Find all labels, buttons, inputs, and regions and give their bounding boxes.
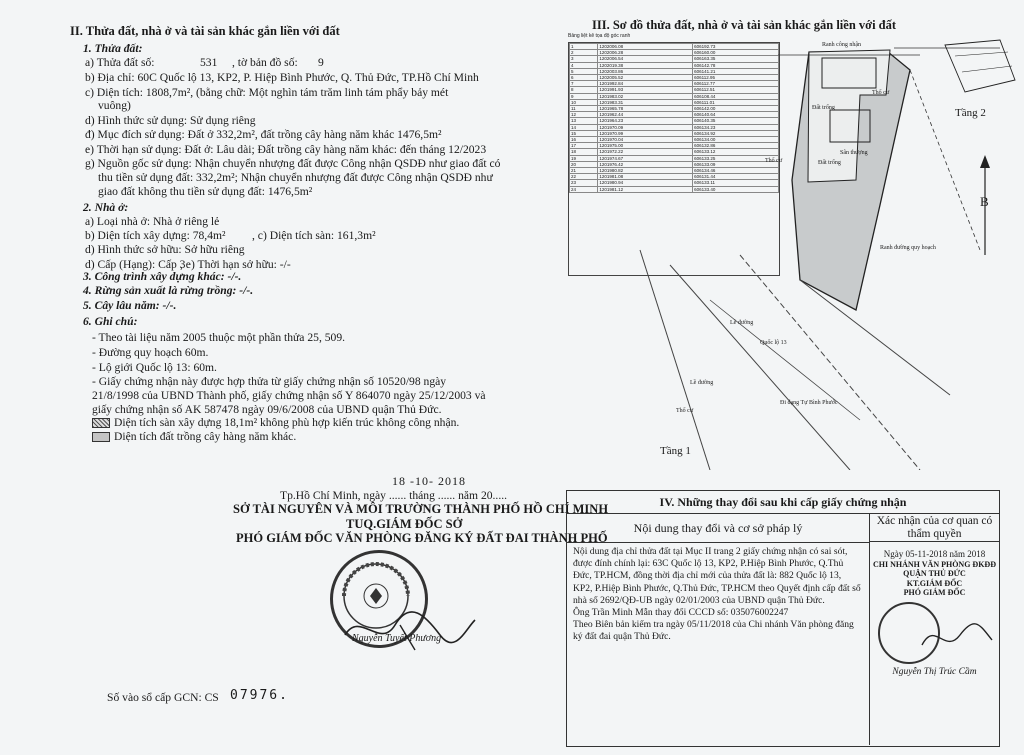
confirm-office: CHI NHÁNH VĂN PHÒNG ĐKĐĐ (873, 559, 996, 569)
map-label-le-duong-2: Lề đường (690, 380, 714, 386)
confirm-seal-area (870, 598, 999, 668)
map-label-san-thuong: Sân thượng (840, 150, 868, 156)
coord-cell: 606142.00 (693, 106, 779, 112)
changes-confirm-column (870, 514, 999, 745)
address-line: b) Địa chỉ: 60C Quốc lộ 13, KP2, P. Hiệp Bình Phước, Q. Thủ Đức, TP.Hồ Chí Minh (85, 71, 479, 84)
coord-cell: 1201974.67 (598, 155, 693, 161)
change-paragraph-3: Theo Biên bản kiểm tra ngày 05/11/2018 của Chi nhánh Văn phòng đăng ký đất đai quận Thủ Đức. (573, 619, 854, 643)
coord-cell: 1201962.44 (598, 112, 693, 118)
changes-header: IV. Những thay đổi sau khi cấp giấy chứng nhận (567, 491, 999, 514)
map-label-le-duong: Lề đường (730, 320, 754, 326)
coord-cell: 606142.78 (693, 62, 779, 68)
use-form-line: d) Hình thức sử dụng: Sử dụng riêng (85, 114, 256, 127)
notes-header: 6. Ghi chú: (83, 315, 138, 328)
section-iii-title: III. Sơ đồ thửa đất, nhà ở và tài sản khác gắn liền với đất (592, 18, 897, 32)
note-2: - Đường quy hoạch 60m. (92, 346, 209, 359)
map-sheet-label: , tờ bản đồ số: (232, 56, 298, 69)
floor-2-label: Tầng 2 (955, 107, 986, 119)
book-number-label: Số vào sổ cấp GCN: CS (107, 691, 219, 704)
coord-cell: 7 (570, 81, 598, 87)
coord-cell: 1201980.94 (598, 180, 693, 186)
coord-cell: 606132.86 (693, 143, 779, 149)
perennial-trees-line: 5. Cây lâu năm: -/-. (83, 299, 177, 312)
coord-cell: 606134.46 (693, 168, 779, 174)
coord-cell: 2 (570, 50, 598, 56)
coord-cell: 606134.00 (693, 137, 779, 143)
confirm-deputy: PHÓ GIÁM ĐỐC (903, 588, 966, 597)
map-label-tho-cu-3: Thổ cư (676, 408, 694, 414)
confirm-signature (920, 620, 995, 660)
coord-cell: 1201980.82 (598, 168, 693, 174)
coord-cell: 606133.12 (693, 149, 779, 155)
signer-name: Nguyễn Tuyết Phương (352, 633, 442, 644)
house-built-area: b) Diện tích xây dựng: 78,4m² (85, 229, 226, 242)
legend-shaded (92, 430, 296, 444)
coord-cell: 19 (570, 155, 598, 161)
coord-cell: 1202006.28 (598, 50, 693, 56)
book-number-value: 07976. (230, 688, 289, 703)
house-ownership: d) Hình thức sở hữu: Sở hữu riêng (85, 243, 245, 256)
coord-cell: 1202006.54 (598, 56, 693, 62)
confirm-kt: KT.GIÁM ĐỐC (906, 578, 963, 588)
house-floor-area: , c) Diện tích sàn: 161,3m² (252, 229, 376, 242)
coord-cell: 606141.21 (693, 68, 779, 74)
section-ii-title: II. Thửa đất, nhà ở và tài sản khác gắn liền với đất (70, 24, 340, 38)
coord-cell: 14 (570, 124, 598, 130)
other-works-line: 3. Công trình xây dựng khác: -/-. (83, 270, 242, 283)
coord-cell: 606134.92 (693, 130, 779, 136)
coord-cell: 606111.01 (693, 99, 779, 105)
confirm-signer: Nguyễn Thị Trúc Cầm (892, 666, 977, 677)
changes-content-column (567, 514, 870, 745)
changes-body (567, 543, 869, 647)
coord-cell: 606131.44 (693, 174, 779, 180)
coord-cell: 21 (570, 168, 598, 174)
map-label-ranh: Ranh công nhận (822, 42, 861, 48)
coord-cell: 11 (570, 106, 598, 112)
city-date-line: Tp.Hồ Chí Minh, ngày ...... tháng ...... năm 20..... (280, 489, 508, 502)
coord-cell: 1201981.12 (598, 186, 693, 192)
house-type-line: a) Loại nhà ở: Nhà ở riêng lẻ (85, 215, 220, 228)
coord-cell: 18 (570, 149, 598, 155)
area-line-2: vuông) (98, 99, 131, 112)
note-4b: 21/8/1998 của UBND Thành phố, giấy chứng nhận số Y 864070 ngày 25/12/2003 và (92, 389, 486, 402)
coord-cell: 12 (570, 112, 598, 118)
coord-cell: 1201972.22 (598, 149, 693, 155)
coord-cell: 606112.95 (693, 75, 779, 81)
coord-cell: 20 (570, 161, 598, 167)
coord-cell: 5 (570, 68, 598, 74)
note-3: - Lộ giới Quốc lộ 13: 60m. (92, 361, 217, 374)
area-line: c) Diện tích: 1808,7m², (bằng chữ: Một nghìn tám trăm linh tám phẩy bảy mét (85, 86, 449, 99)
coord-cell: 606112.77 (693, 81, 779, 87)
coord-cell: 1201983.31 (598, 99, 693, 105)
coord-cell: 1201976.42 (598, 161, 693, 167)
hatch-legend-icon (92, 418, 110, 428)
shaded-legend-icon (92, 432, 110, 442)
legend-hatched (92, 416, 459, 430)
note-4a: - Giấy chứng nhận này được hợp thửa từ giấy chứng nhận số 10520/98 ngày (92, 375, 447, 388)
coord-cell: 1202003.86 (598, 68, 693, 74)
coord-cell: 1201991.93 (598, 87, 693, 93)
house-grade: d) Cấp (Hạng): Cấp 3 (85, 258, 186, 271)
coord-cell: 606192.73 (693, 44, 779, 50)
coord-cell: 8 (570, 87, 598, 93)
north-label: B (980, 194, 989, 209)
coord-cell: 1202006.08 (598, 44, 693, 50)
coord-cell: 606133.11 (693, 180, 779, 186)
map-label-tho-cu-2: Thổ cư (872, 90, 890, 96)
origin-line-1: g) Nguồn gốc sử dụng: Nhận chuyển nhượng đất được Công nhận QSDĐ như giao đất có (85, 157, 501, 170)
coord-cell: 23 (570, 180, 598, 186)
floor-1-label: Tầng 1 (660, 445, 691, 457)
coord-cell: 1201970.99 (598, 130, 693, 136)
coord-cell: 606112.51 (693, 87, 779, 93)
map-sheet-value: 9 (318, 56, 324, 69)
land-header: 1. Thửa đất: (83, 42, 143, 55)
coord-cell: 1201970.09 (598, 124, 693, 130)
coord-cell: 1201981.08 (598, 174, 693, 180)
coord-cell: 606134.23 (693, 124, 779, 130)
confirm-district: QUẬN THỦ ĐỨC (903, 569, 966, 578)
coord-cell: 16 (570, 137, 598, 143)
stamp-date: 18 -10- 2018 (392, 474, 466, 488)
coord-cell: 606140.64 (693, 112, 779, 118)
coord-cell: 1201992.84 (598, 81, 693, 87)
coord-cell: 13 (570, 118, 598, 124)
legend-hatched-text: Diện tích sàn xây dựng 18,1m² không phù hợp kiến trúc không công nhận. (114, 416, 460, 429)
map-label-ranh-quy-hoach: Ranh đường quy hoạch (880, 245, 936, 251)
change-paragraph-1: Nội dung địa chỉ thửa đất tại Mục II trang 2 giấy chứng nhận có sai sót, được đính chính lại: 63C Quốc lộ 13, KP2, P.Hiệp Bình Phước, Q.Thủ Đức, TP.HCM, đồng thời địa chỉ mới của thửa đất là: 882 Quốc lộ 13, KP2, P.Hiệp Bình Phước, Q.Thủ Đức, TP.HCM theo Quyết định cấp đất số nhà số 2692/QĐ-UB ngày 02/01/2003 của UBND quận Thủ Đức. (573, 546, 861, 606)
use-purpose-line: đ) Mục đích sử dụng: Đất ở 332,2m², đất trồng cây hàng năm khác 1476,5m² (85, 128, 442, 141)
confirm-date: Ngày 05-11-2018 năm 2018 (883, 549, 986, 559)
parcel-number-value: 531 (200, 56, 218, 69)
coord-cell: 9 (570, 93, 598, 99)
coord-cell: 1202005.52 (598, 75, 693, 81)
changes-col2-header: Xác nhận của cơ quan có thẩm quyền (870, 514, 999, 542)
origin-line-3: giao đất không thu tiền sử dụng đất: 1476,5m² (98, 185, 313, 198)
legend-shaded-text: Diện tích đất trồng cây hàng năm khác. (114, 430, 297, 443)
coord-table-caption: Bảng liệt kê tọa độ góc ranh (568, 33, 631, 39)
coord-cell: 1201975.00 (598, 143, 693, 149)
coord-cell: 1201970.04 (598, 137, 693, 143)
issuing-org: SỞ TÀI NGUYÊN VÀ MÔI TRƯỜNG THÀNH PHỐ HỒ CHÍ MINH (233, 502, 609, 516)
coord-cell: 606108.44 (693, 93, 779, 99)
coord-cell: 606160.00 (693, 50, 779, 56)
coord-cell: 15 (570, 130, 598, 136)
tuq-director: TUQ.GIÁM ĐỐC SỞ (346, 517, 463, 531)
coord-cell: 17 (570, 143, 598, 149)
coord-cell: 606133.40 (693, 186, 779, 192)
coord-cell: 10 (570, 99, 598, 105)
use-term-line: e) Thời hạn sử dụng: Đất ở: Lâu dài; Đất trồng cây hàng năm khác: đến tháng 12/2023 (85, 143, 487, 156)
note-4c: giấy chứng nhận số AK 587478 ngày 09/6/2008 của UBND quận Thủ Đức. (92, 403, 442, 416)
change-paragraph-2: Ông Trần Minh Mẫn thay đổi CCCD số: 035076002247 (573, 607, 789, 619)
signature-mark (340, 605, 480, 655)
coord-cell: 1 (570, 44, 598, 50)
coord-cell: 606133.25 (693, 155, 779, 161)
coord-cell: 606133.09 (693, 161, 779, 167)
map-label-dat-trong-2: Đất trống (818, 160, 841, 166)
coord-cell: 1202019.38 (598, 62, 693, 68)
deputy-director-title: PHÓ GIÁM ĐỐC VĂN PHÒNG ĐĂNG KÝ ĐẤT ĐAI THÀNH PHỐ (236, 531, 608, 545)
coord-cell: 1201983.02 (598, 93, 693, 99)
origin-line-2: thu tiền sử dụng đất: 332,2m²; Nhận chuyển nhượng đất được Công nhận QSDĐ như (98, 171, 493, 184)
house-term: , e) Thời hạn sở hữu: -/- (180, 258, 291, 271)
map-label-quoc-lo: Quốc lộ 13 (760, 340, 787, 346)
coord-cell: 22 (570, 174, 598, 180)
coord-cell: 1201964.23 (598, 118, 693, 124)
changes-col1-header: Nội dung thay đổi và cơ sở pháp lý (567, 514, 869, 543)
coord-cell: 606140.35 (693, 118, 779, 124)
coord-cell: 1201965.78 (598, 106, 693, 112)
coord-cell: 606163.35 (693, 56, 779, 62)
map-label-di-dung: Đi dạng Tự Bình Phước (780, 400, 838, 406)
north-arrow-head (980, 155, 990, 168)
coord-cell: 24 (570, 186, 598, 192)
map-label-tho-cu: Thổ cư (765, 158, 783, 164)
parcel-number-label: a) Thửa đất số: (85, 56, 155, 69)
note-1: - Theo tài liệu năm 2005 thuộc một phần thửa 25, 509. (92, 331, 346, 344)
house-header: 2. Nhà ở: (83, 201, 129, 214)
map-label-dat-trong: Đất trống (812, 105, 835, 111)
forest-line: 4. Rừng sản xuất là rừng trồng: -/-. (83, 284, 254, 297)
coord-cell: 3 (570, 56, 598, 62)
coord-cell: 6 (570, 75, 598, 81)
coord-cell: 4 (570, 62, 598, 68)
changes-table (566, 490, 1000, 747)
